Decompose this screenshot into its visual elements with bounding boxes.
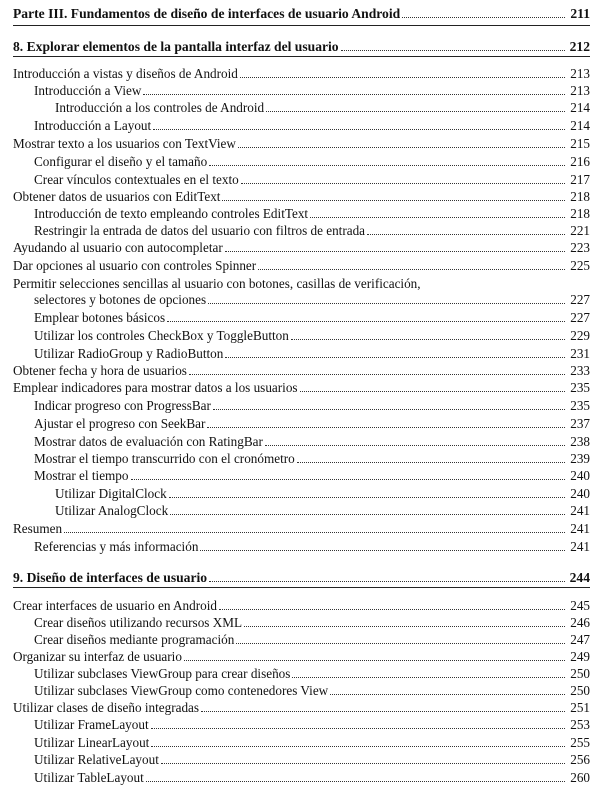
toc-entry[interactable] (13, 414, 590, 432)
toc-entry[interactable] (13, 81, 590, 99)
toc-entry[interactable] (13, 152, 590, 170)
toc-page-number: 218 (570, 206, 590, 221)
dot-leader (236, 643, 565, 644)
toc-page-number: 223 (570, 240, 590, 255)
toc-page-number: 253 (570, 717, 590, 732)
toc-entry-label: Ajustar el progreso con SeekBar (34, 416, 206, 431)
dot-leader (300, 391, 565, 392)
toc-entry[interactable] (13, 326, 590, 344)
section-rule (13, 56, 590, 57)
toc-entry[interactable] (13, 432, 590, 450)
toc-entry-label: 8. Explorar elementos de la pantalla interfaz del usuario (13, 39, 339, 54)
dot-leader (208, 303, 565, 304)
toc-entry[interactable] (13, 466, 590, 484)
dot-leader (209, 165, 565, 166)
toc-entry[interactable] (13, 519, 590, 537)
toc-page-number: 241 (570, 521, 590, 536)
toc-entry[interactable] (13, 273, 590, 308)
dot-leader (131, 479, 566, 480)
toc-page-number: 239 (570, 451, 590, 466)
toc-page-number: 235 (570, 398, 590, 413)
toc-entry-label: Referencias y más información (34, 539, 199, 554)
toc-entry-label: Permitir selecciones sencillas al usuario con botones, casillas de verificación, (13, 276, 421, 291)
dot-leader (240, 77, 565, 78)
toc-entry[interactable] (13, 361, 590, 379)
toc-page-number: 251 (570, 700, 590, 715)
toc-entry-label: Utilizar DigitalClock (55, 486, 167, 501)
toc-page-number: 225 (570, 258, 590, 273)
dot-leader (297, 462, 565, 463)
dot-leader (219, 609, 565, 610)
toc-page-number: 250 (570, 666, 590, 681)
toc-entry-label: Emplear indicadores para mostrar datos a los usuarios (13, 380, 298, 395)
toc-page-number: 218 (570, 189, 590, 204)
toc-page-number: 238 (570, 434, 590, 449)
dot-leader (151, 746, 565, 747)
dot-leader (258, 269, 565, 270)
toc-entry[interactable] (13, 4, 590, 22)
dot-leader (266, 111, 565, 112)
toc-entry-label: Ayudando al usuario con autocompletar (13, 240, 223, 255)
toc-entry-label: Introducción a vistas y diseños de Android (13, 66, 238, 81)
toc-entry[interactable] (13, 396, 590, 414)
toc-entry[interactable] (13, 596, 590, 614)
dot-leader (189, 374, 565, 375)
dot-leader (225, 251, 565, 252)
toc-page-number: 237 (570, 416, 590, 431)
toc-page-number: 240 (570, 486, 590, 501)
toc-entry[interactable] (13, 630, 590, 648)
toc-page-number: 249 (570, 649, 590, 664)
section-rule (13, 25, 590, 26)
toc-entry[interactable] (13, 484, 590, 502)
toc-entry[interactable] (13, 308, 590, 326)
toc-entry-label: Introducción a View (34, 83, 142, 98)
toc-entry[interactable] (13, 238, 590, 256)
dot-leader (291, 339, 565, 340)
toc-entry-label: Crear diseños mediante programación (34, 632, 235, 647)
toc-page-number: 250 (570, 683, 590, 698)
toc-entry-label: Mostrar datos de evaluación con RatingBar (34, 434, 263, 449)
dot-leader (64, 532, 565, 533)
dot-leader (341, 50, 565, 51)
toc-entry-label-continued: selectores y botones de opciones (34, 292, 207, 307)
toc-page-number: 256 (570, 752, 590, 767)
toc-page-number: 227 (570, 310, 590, 325)
dot-leader (143, 94, 565, 95)
dot-leader (292, 677, 565, 678)
toc-entry[interactable] (13, 501, 590, 519)
dot-leader (222, 200, 565, 201)
toc-entry-label: Emplear botones básicos (34, 310, 166, 325)
dot-leader (244, 626, 565, 627)
toc-entry[interactable] (13, 256, 590, 274)
toc-entry[interactable] (13, 537, 590, 555)
toc-page-number: 231 (570, 346, 590, 361)
toc-entry-label: Utilizar TableLayout (34, 770, 144, 785)
toc-entry-label: Crear interfaces de usuario en Android (13, 598, 217, 613)
dot-leader (169, 497, 565, 498)
toc-entry[interactable] (13, 64, 590, 82)
dot-leader (153, 129, 565, 130)
dot-leader (213, 409, 565, 410)
dot-leader (265, 445, 565, 446)
toc-entry-label: Utilizar LinearLayout (34, 735, 150, 750)
toc-entry[interactable] (13, 681, 590, 699)
dot-leader (201, 711, 565, 712)
toc-page-number: 215 (570, 136, 590, 151)
toc-entry-label: Crear vínculos contextuales en el texto (34, 172, 239, 187)
toc-page-number: 227 (570, 292, 590, 307)
toc-entry[interactable] (13, 568, 590, 586)
toc-entry-label: Mostrar el tiempo transcurrido con el cronómetro (34, 451, 295, 466)
toc-entry-label: Utilizar subclases ViewGroup como contenedores View (34, 683, 329, 698)
toc-entry-label: Utilizar clases de diseño integradas (13, 700, 200, 715)
dot-leader (209, 581, 565, 582)
toc-entry-label: Introducción a Layout (34, 118, 152, 133)
toc-entry[interactable] (13, 170, 590, 188)
toc-page-number: 260 (570, 770, 590, 785)
toc-page-number: 245 (570, 598, 590, 613)
toc-page-number: 241 (570, 539, 590, 554)
dot-leader (167, 321, 565, 322)
dot-leader (225, 357, 565, 358)
toc-entry-label: Utilizar RadioGroup y RadioButton (34, 346, 224, 361)
toc-entry-label: Introducción de texto empleando controles EditText (34, 206, 309, 221)
toc-page-number: 213 (570, 83, 590, 98)
toc-entry[interactable] (13, 204, 590, 222)
toc-entry-label: Mostrar texto a los usuarios con TextView (13, 136, 236, 151)
dot-leader (184, 660, 565, 661)
toc-entry[interactable] (13, 98, 590, 116)
toc-entry-label: Dar opciones al usuario con controles Spinner (13, 258, 257, 273)
toc-entry-label: Utilizar subclases ViewGroup para crear diseños (34, 666, 291, 681)
toc-page-number: 255 (570, 735, 590, 750)
dot-leader (207, 427, 565, 428)
toc-entry-label: Restringir la entrada de datos del usuario con filtros de entrada (34, 223, 366, 238)
toc-page-number: 217 (570, 172, 590, 187)
toc-page-number: 214 (570, 100, 590, 115)
toc-entry[interactable] (13, 647, 590, 665)
toc-entry-label: Organizar su interfaz de usuario (13, 649, 182, 664)
toc-entry-label: Introducción a los controles de Android (55, 100, 265, 115)
toc-entry[interactable] (13, 344, 590, 362)
dot-leader (200, 550, 565, 551)
toc-entry[interactable] (13, 449, 590, 467)
toc-page-number: 244 (569, 570, 590, 585)
toc-entry-label: Parte III. Fundamentos de diseño de interfaces de usuario Android (13, 6, 401, 21)
toc-entry[interactable] (13, 378, 590, 396)
dot-leader (367, 234, 565, 235)
toc-page-number: 216 (570, 154, 590, 169)
toc-entry-label: Resumen (13, 521, 63, 536)
section-rule (13, 587, 590, 588)
toc-entry[interactable] (13, 613, 590, 631)
toc-page-number: 233 (570, 363, 590, 378)
toc-entry[interactable] (13, 134, 590, 152)
dot-leader (161, 763, 565, 764)
dot-leader (146, 781, 565, 782)
dot-leader (310, 217, 565, 218)
toc-entry-label: Utilizar los controles CheckBox y ToggleButton (34, 328, 289, 343)
toc-page-number: 246 (570, 615, 590, 630)
toc-page-number: 247 (570, 632, 590, 647)
toc-entry[interactable] (13, 715, 590, 733)
toc-page-number: 229 (570, 328, 590, 343)
toc-entry[interactable] (13, 664, 590, 682)
dot-leader (402, 17, 565, 18)
toc-entry[interactable] (13, 733, 590, 751)
toc-entry-label: Obtener fecha y hora de usuarios (13, 363, 187, 378)
toc-entry[interactable] (13, 698, 590, 716)
toc-entry-label: Utilizar RelativeLayout (34, 752, 159, 767)
toc-page-number: 221 (570, 223, 590, 238)
toc-entry-label: Crear diseños utilizando recursos XML (34, 615, 243, 630)
toc-page-number: 241 (570, 503, 590, 518)
dot-leader (238, 147, 565, 148)
toc-entry[interactable] (13, 187, 590, 205)
dot-leader (170, 514, 565, 515)
toc-page-number: 214 (570, 118, 590, 133)
toc-entry[interactable] (13, 750, 590, 768)
toc-entry-label: Indicar progreso con ProgressBar (34, 398, 211, 413)
toc-entry-label: Configurar el diseño y el tamaño (34, 154, 208, 169)
dot-leader (241, 183, 565, 184)
toc-entry-label: Utilizar AnalogClock (55, 503, 169, 518)
toc-entry-label: Utilizar FrameLayout (34, 717, 149, 732)
toc-page-number: 211 (570, 6, 590, 21)
toc-entry-label: Obtener datos de usuarios con EditText (13, 189, 221, 204)
toc-entry[interactable] (13, 37, 590, 55)
toc-entry[interactable] (13, 221, 590, 239)
toc-entry-label: 9. Diseño de interfaces de usuario (13, 570, 208, 585)
toc-entry[interactable] (13, 116, 590, 134)
toc-page-number: 235 (570, 380, 590, 395)
toc-page-number: 212 (569, 39, 590, 54)
toc-entry-label: Mostrar el tiempo (34, 468, 129, 483)
toc-page-number: 213 (570, 66, 590, 81)
toc-entry[interactable] (13, 768, 590, 786)
toc-page-number: 240 (570, 468, 590, 483)
dot-leader (330, 694, 565, 695)
dot-leader (151, 728, 565, 729)
